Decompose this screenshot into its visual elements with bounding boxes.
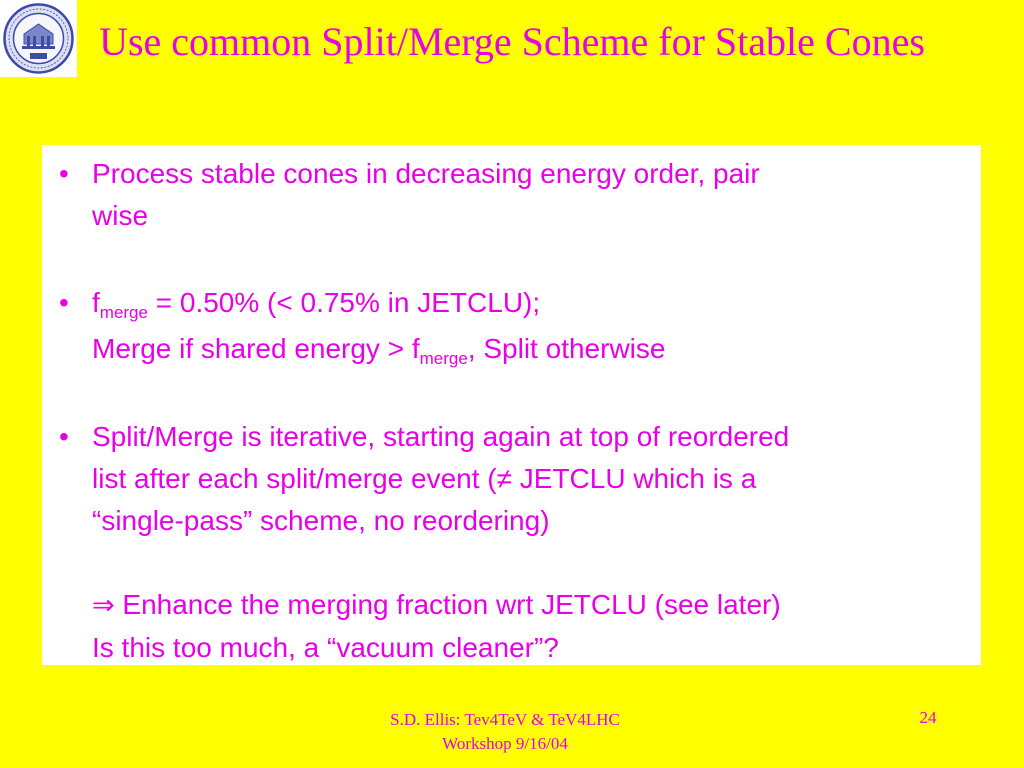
bullet-process-cones	[42, 153, 942, 237]
university-seal-logo	[0, 0, 77, 77]
bullet-text	[92, 416, 942, 669]
slide-title: Use common Split/Merge Scheme for Stable Cones	[99, 19, 925, 64]
bullet-line	[92, 584, 942, 627]
footer-author: S.D. Ellis: Tev4TeV & TeV4LHC	[390, 710, 620, 729]
bullet-dot: •	[59, 421, 69, 452]
merge-condition: Merge if shared energy > f	[92, 333, 420, 364]
bullet-dot: •	[59, 158, 69, 189]
bullet-line: “single-pass” scheme, no reordering)	[92, 505, 550, 536]
bullet-line: Is this too much, a “vacuum cleaner”?	[92, 632, 559, 663]
seal-icon	[0, 0, 77, 77]
bullet-dot: •	[59, 287, 69, 318]
merge-subscript: merge	[419, 349, 468, 368]
fmerge-value: = 0.50% (< 0.75% in JETCLU);	[147, 287, 541, 318]
bullet-line	[92, 282, 942, 328]
bullet-line: Split/Merge is iterative, starting again at top of reordered	[92, 421, 790, 452]
blank-line	[92, 542, 942, 584]
page-number: 24	[919, 708, 937, 727]
bullet-text	[92, 153, 942, 237]
bullet-iterative	[42, 416, 942, 669]
bullet-fmerge	[42, 282, 942, 374]
split-otherwise: , Split otherwise	[467, 333, 666, 364]
bullet-line: list after each split/merge event (≠ JETCLU which is a	[92, 463, 757, 494]
footer-workshop: Workshop 9/16/04	[442, 734, 568, 753]
f-symbol: f	[92, 287, 100, 318]
bullet-line	[92, 328, 942, 374]
bullet-line: wise	[92, 200, 149, 231]
bullet-text	[92, 282, 942, 374]
bullet-line: Process stable cones in decreasing energy order, pair	[92, 158, 760, 189]
merge-subscript: merge	[99, 303, 148, 322]
enhance-text: Enhance the merging fraction wrt JETCLU (see later)	[114, 589, 781, 620]
footer-credit	[340, 708, 670, 756]
implies-arrow-icon: ⇒	[92, 590, 115, 621]
content-panel	[42, 145, 981, 665]
